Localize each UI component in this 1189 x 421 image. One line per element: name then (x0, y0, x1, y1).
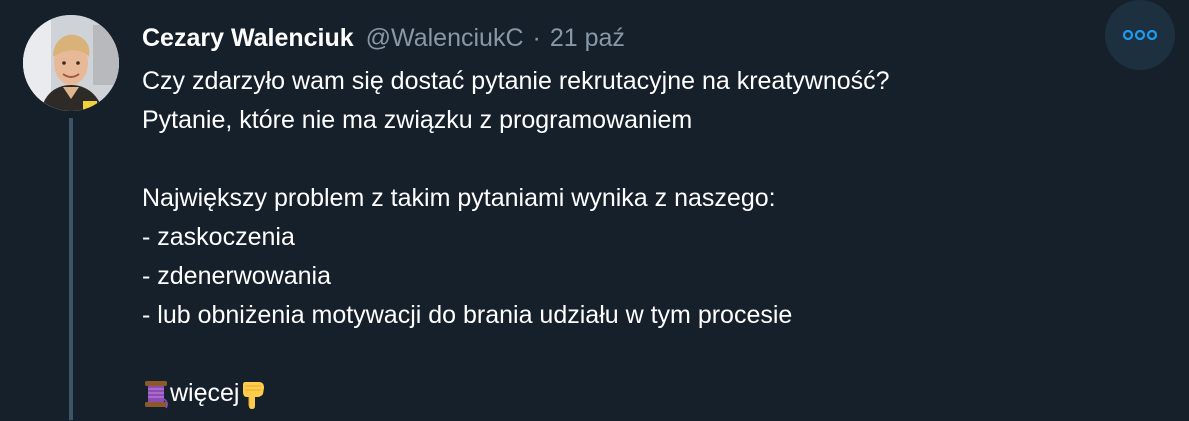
pointing-down-icon (239, 379, 267, 409)
thread-spool-icon (142, 379, 170, 409)
separator: · (532, 24, 541, 52)
tweet-date[interactable]: 21 paź (549, 24, 625, 52)
tweet-header (142, 18, 625, 58)
avatar-photo (23, 15, 119, 111)
thread-more-line (142, 374, 1142, 413)
tweet-text-line: Pytanie, które nie ma związku z programowaniem (142, 106, 693, 134)
author-handle[interactable]: @WalenciukC (365, 24, 524, 52)
tweet-text-line: - lub obniżenia motywacji do brania udziału w tym procesie (142, 301, 793, 329)
tweet-text-line: - zaskoczenia (142, 223, 295, 251)
tweet-text-line: Czy zdarzyło wam się dostać pytanie rekrutacyjne na kreatywność? (142, 67, 890, 95)
tweet-text-blank (142, 335, 1142, 374)
tweet-text-blank (142, 140, 1142, 179)
more-options-button[interactable] (1105, 0, 1175, 70)
avatar[interactable] (23, 15, 119, 111)
more-text: więcej (170, 379, 240, 407)
tweet-text-line: - zdenerwowania (142, 262, 331, 290)
thread-line (69, 118, 73, 420)
tweet-text-line: Największy problem z takim pytaniami wynika z naszego: (142, 184, 776, 212)
tweet-body (142, 62, 1142, 413)
more-options-icon (1123, 30, 1157, 40)
author-name[interactable]: Cezary Walenciuk (142, 24, 354, 52)
